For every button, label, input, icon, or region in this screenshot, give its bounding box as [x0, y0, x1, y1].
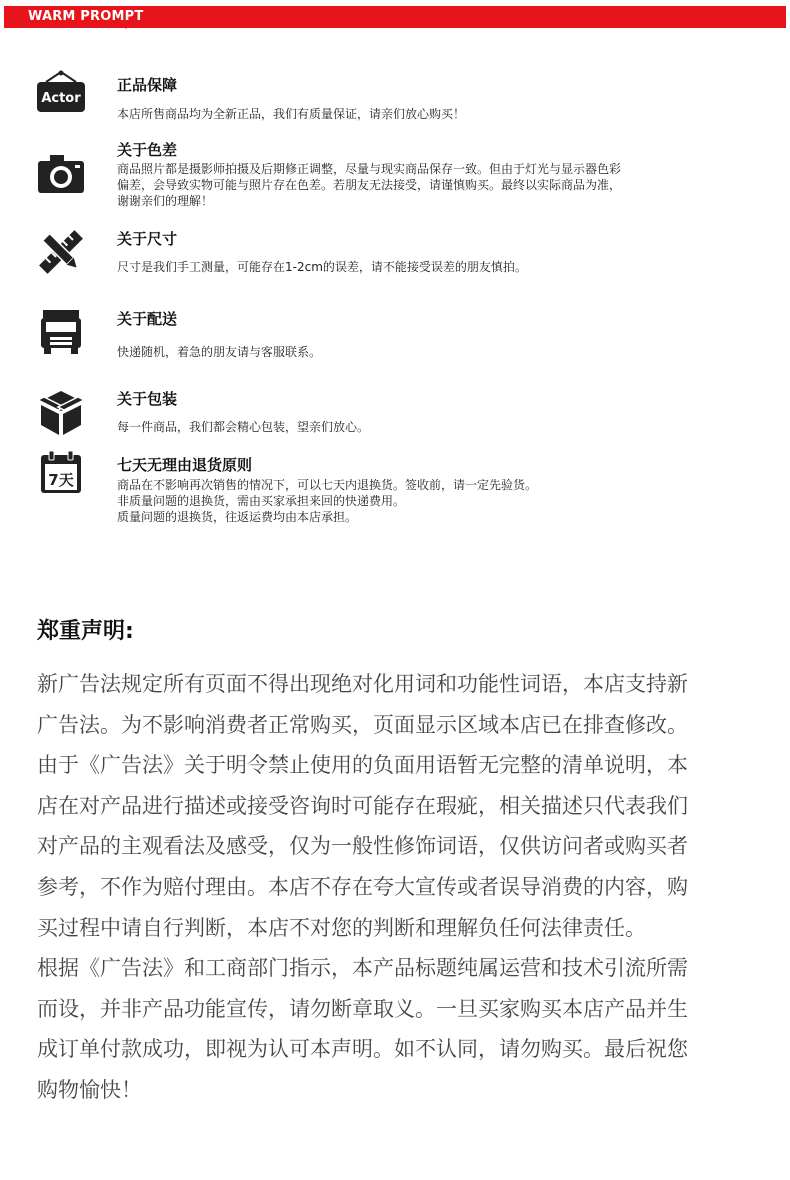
- notice-line: 而设，并非产品功能宣传，请勿断章取义。一旦买家购买本店产品并生: [37, 996, 688, 1021]
- calendar-7-days-icon: [36, 449, 86, 499]
- notice-line: 根据《广告法》和工商部门指示，本产品标题纯属运营和技术引流所需: [37, 956, 688, 981]
- truck-icon: [36, 308, 86, 358]
- banner-notch: [120, 22, 132, 29]
- item-title: 正品保障: [117, 76, 178, 94]
- pencil-ruler-icon: [36, 227, 86, 277]
- svg-text:7天: 7天: [48, 471, 74, 489]
- item-description: 每一件商品，我们都会精心包装，望亲们放心。: [117, 420, 370, 434]
- item-description: 尺寸是我们手工测量，可能存在1-2cm的误差，请不能接受误差的朋友慎拍。: [117, 260, 527, 274]
- item-description: 商品照片都是摄影师拍摄及后期修正调整，尽量与现实商品保存一致。但由于灯光与显示器色彩 偏差，会导致实物可能与照片存在色差。若朋友无法接受，请谨慎购买。最终以实际商品为准， 谢谢亲们的理解！: [117, 162, 622, 208]
- item-description: 商品在不影响再次销售的情况下，可以七天内退换货。签收前，请一定先验货。 非质量问题的退换货，需由买家承担来回的快递费用。 质量问题的退换货，往返运费均由本店承担。: [117, 478, 538, 524]
- svg-text:Actor: Actor: [41, 91, 81, 106]
- notice-line: 广告法。为不影响消费者正常购买，页面显示区域本店已在排查修改。: [37, 712, 688, 737]
- banner-label: WARM PROMPT: [28, 9, 144, 24]
- notice-title: 郑重声明:: [37, 619, 134, 644]
- notice-line: 购物愉快！: [37, 1077, 142, 1102]
- item-description: 本店所售商品均为全新正品，我们有质量保证，请亲们放心购买！: [117, 107, 466, 121]
- notice-line: 由于《广告法》关于明令禁止使用的负面用语暂无完整的清单说明，本: [37, 753, 688, 778]
- notice-body: [37, 664, 765, 1111]
- box-icon: [36, 387, 86, 437]
- actor-sign-icon: [36, 70, 86, 120]
- item-description: 快递随机，着急的朋友请与客服联系。: [117, 345, 322, 359]
- notice-line: 新广告法规定所有页面不得出现绝对化用词和功能性词语，本店支持新: [37, 672, 688, 696]
- camera-icon: [36, 150, 86, 200]
- item-title: 关于包装: [117, 390, 178, 408]
- item-title: 关于尺寸: [117, 230, 178, 248]
- item-title: 七天无理由退货原则: [117, 456, 253, 474]
- notice-line: 对产品的主观看法及感受，仅为一般性修饰词语，仅供访问者或购买者: [37, 834, 688, 859]
- notice-line: 店在对产品进行描述或接受咨询时可能存在瑕疵，相关描述只代表我们: [37, 793, 688, 818]
- notice-line: 买过程中请自行判断，本店不对您的判断和理解负任何法律责任。: [37, 915, 646, 940]
- notice-line: 成订单付款成功，即视为认可本声明。如不认同，请勿购买。最后祝您: [37, 1037, 688, 1062]
- item-title: 关于色差: [117, 141, 178, 159]
- item-title: 关于配送: [117, 310, 178, 328]
- notice-line: 参考，不作为赔付理由。本店不存在夸大宣传或者误导消费的内容，购: [37, 874, 688, 899]
